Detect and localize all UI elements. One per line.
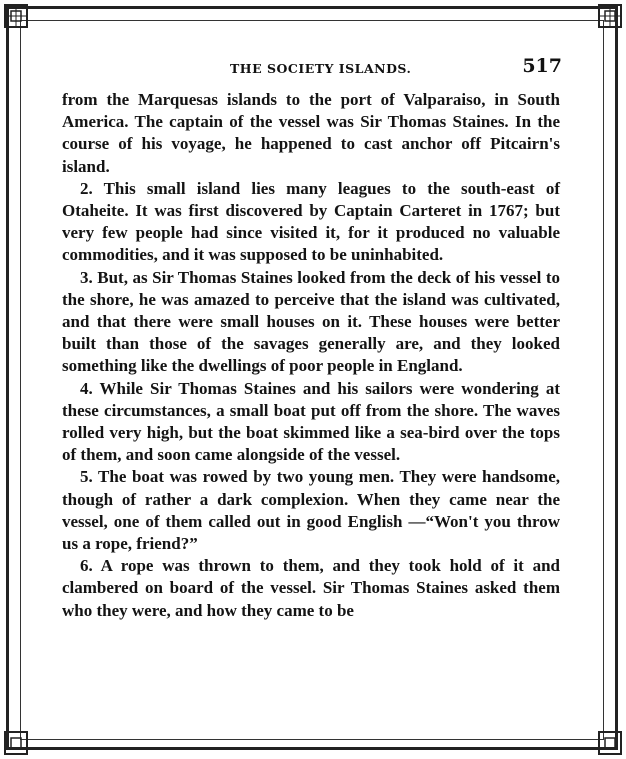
corner-ornament-bottom-right (594, 727, 624, 757)
running-title: THE SOCIETY ISLANDS. (230, 61, 412, 76)
paragraph-4: 4. While Sir Thomas Staines and his sailors were wondering at these circumstances, a small boat put off from the shore. The waves rolled very high, but the boat skimmed like a sea-bird over the tops of them, and soon came alongside of the vessel. (62, 378, 560, 465)
paragraph-3: 3. But, as Sir Thomas Staines looked from the deck of his vessel to the shore, he was amazed to perceive that the island was cultivated, and that there were small houses on it. These houses were better built than those of the savages generally are, and they looked something like the dwellings of poor people in England. (62, 267, 560, 376)
page-number: 517 (522, 55, 562, 77)
corner-ornament-top-left (2, 2, 32, 32)
paragraph-2: 2. This small island lies many leagues to the south-east of Otaheite. It was first discovered by Captain Carteret in 1767; but very few people had since visited it, for it produced no valuable commodities, and it was supposed to be uninhabited. (62, 178, 560, 265)
corner-ornament-top-right (594, 2, 624, 32)
paragraph-6: 6. A rope was thrown to them, and they took hold of it and clambered on board of the vessel. Sir Thomas Staines asked them who they were, and how they came to be (62, 556, 560, 620)
paragraph-5: 5. The boat was rowed by two young men. They were handsome, though of rather a dark complexion. When they came near the vessel, one of them called out in good English —“Won't you throw us a rope, friend?” (62, 467, 560, 554)
body-text (62, 89, 560, 622)
corner-ornament-bottom-left (2, 727, 32, 757)
page-header (62, 55, 562, 79)
paragraph-continued: from the Marquesas islands to the port of Valparaiso, in South America. The captain of the vessel was Sir Thomas Staines. In the course of his voyage, he happened to cast anchor off Pitcairn's island. (62, 90, 560, 176)
